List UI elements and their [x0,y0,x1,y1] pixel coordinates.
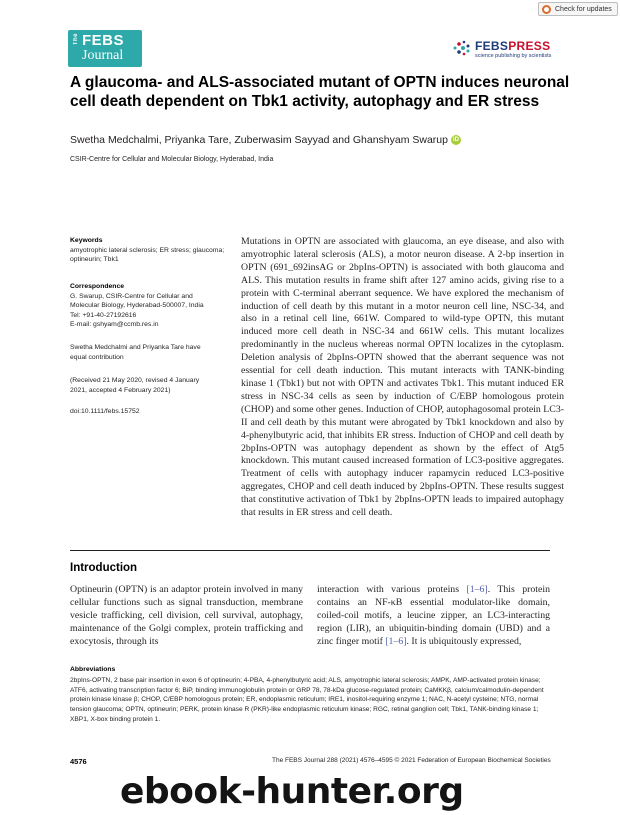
check-for-updates-label: Check for updates [555,5,612,13]
correspondence-line: G. Swarup, CSIR-Centre for Cellular and [70,292,193,300]
keywords-block [70,236,230,265]
doi-link[interactable]: doi:10.1111/febs.15752 [70,408,140,415]
intro-column-right: interaction with various proteins [1–6]. This protein contains an NF-κB essential modulator-like domain, coiled-coil motifs, a leucine zipper, an LC3-interacting region (LIR), an ubiquitin-binding domain (UBD) and a zinc finger motif [1–6]. It is ubiquitously expressed, [317,584,550,647]
equal-contribution-note: Swetha Medchalmi and Priyanka Tare have equal contribution [70,344,201,361]
check-for-updates-button[interactable] [538,2,618,16]
keywords-text: amyotrophic lateral sclerosis; ER stress; glaucoma; optineurin; Tbk1 [70,246,225,263]
correspondence-line: Tel: +91-40-27192616 [70,311,137,319]
article-title: A glaucoma- and ALS-associated mutant of OPTN induces neuronal cell death dependent on Tbk1 activity, autophagy and ER stress [70,74,570,110]
orcid-icon[interactable]: iD [453,137,459,144]
page-number: 4576 [70,757,87,766]
crossmark-icon [542,5,551,14]
abbreviations-text: 2bpIns-OPTN, 2 base pair insertion in exon 6 of optineurin; 4-PBA, 4-phenylbutyric acid; ALS, amyotrophic lateral sclerosis; AMPK, AMP-activated protein kinase; ATF6, activating transcription factor 6; BiP, binding immunoglobulin protein or GRP 78, 78-kDa glucose-regulated protein; CaMKKβ, calcium/calmodulin-dependent protein kinase kinase β; CHOP, C/EBP homologous protein; ER, endoplasmic reticulum; IRE1, inositol-requiring enzyme 1; NAC, N-acetyl cysteine; NTG, normal tension glaucoma; OPTN, optineurin; PERK, protein kinase R (PKR)-like endoplasmic reticulum kinase; RGC, retinal ganglion cell; Tbk1, TANK-binding kinase 1; XBP1, X-box binding protein 1. [70,677,544,723]
publisher-logo [451,36,571,64]
affiliation: CSIR-Centre for Cellular and Molecular Biology, Hyderabad, India [70,156,274,163]
correspondence-line: Molecular Biology, Hyderabad-500007, India [70,302,204,309]
correspondence-heading: Correspondence [70,283,125,290]
author-list [70,134,461,146]
journal-logo-the: The [73,33,79,46]
correspondence-block [70,282,230,330]
journal-logo-febs: FEBS [82,32,125,49]
journal-footer: The FEBS Journal 288 (2021) 4576–4595 © 2021 Federation of European Biochemical Societies [272,757,551,764]
section-divider [70,550,550,551]
journal-logo-journal: Journal [82,48,124,63]
abbreviations-heading: Abbreviations [70,666,116,673]
abstract-text: Mutations in OPTN are associated with glaucoma, an eye disease, and also with amyotrophic lateral sclerosis (ALS), a motor neuron disease. A 2-bp insertion in OPTN (691_692insAG or 2bpIns-OPTN) is associated with both glaucoma and ALS. This mutation results in frame shift after 127 amino acids, giving rise to a protein with C-terminal aberrant sequence. We have explored the mechanism of induction of cell death by this mutant in a motor neuron cell line, NSC-34, and also in a retinal cell line, 661W. Compared to wild-type OPTN, this mutant induced more cell death in NSC-34 and 661W cells. This mutant localizes predominantly in the nucleus whereas normal OPTN localizes in the cytoplasm. Deletion analysis of 2bpIns-OPTN showed that the aberrant sequence was not essential for cell death induction. This mutant interacts with TANK-binding kinase 1 (Tbk1) but not with OPTN and activates Tbk1. This mutant induced ER stress in NSC-34 cells as seen by induction of C/EBP homologous protein (CHOP) and some other genes. Induction of CHOP, autophagosomal protein LC3-II and cell death by this mutant were abrogated by Tbk1 knockdown and also by 4-phenylbutyric acid, that inhibits ER stress. Induction of CHOP and cell death by 2bpIns-OPTN was autophagy dependent as shown by the effect of Atg5 knockdown. This mutant caused increased formation of LC3-positive aggregates. Treatment of cells with autophagy inducer rapamycin reduced LC3-positive aggregates, CHOP and cell death induced by 2bpIns-OPTN. These results suggest that constitutive activation of Tbk1 by 2bpIns-OPTN leads to impaired autophagy that results in ER stress and cell death. [241,236,564,519]
keywords-heading: Keywords [70,237,103,244]
correspondence-email[interactable]: E-mail: gshyam@ccmb.res.in [70,321,159,328]
journal-logo [68,30,142,67]
reference-link[interactable]: [1–6] [385,635,407,647]
authors-text: Swetha Medchalmi, Priyanka Tare, Zuberwasim Sayyad and Ghanshyam Swarup [70,134,448,146]
febs-press-icon [451,38,471,58]
publisher-tagline: science publishing by scientists [475,53,552,59]
introduction-heading: Introduction [70,562,138,574]
watermark: ebook-hunter.org [120,771,464,812]
publisher-name: FEBSPRESS [475,39,551,53]
intro-column-left: Optineurin (OPTN) is an adaptor protein involved in many cellular functions such as signal transduction, membrane vesicle trafficking, cell division, cell survival, autophagy, maintenance of the Golgi complex, protein trafficking and exocytosis, through its [70,584,303,647]
reference-link[interactable]: [1–6] [466,584,488,595]
received-dates: (Received 21 May 2020, revised 4 January 2021, accepted 4 February 2021) [70,377,200,394]
